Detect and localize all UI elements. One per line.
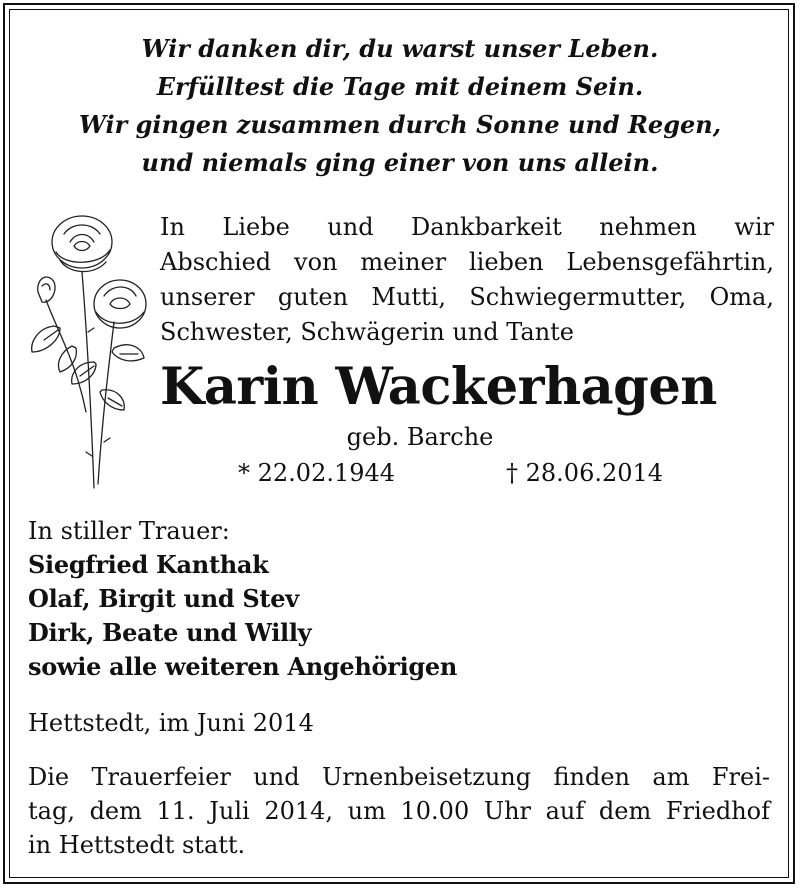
funeral-line: Die Trauerfeier und Urnenbeisetzung finden am Frei- <box>28 763 770 791</box>
place-date: Hettstedt, im Juni 2014 <box>28 709 314 737</box>
intro-line: Schwester, Schwägerin und Tante <box>160 318 574 346</box>
intro-text <box>160 210 774 350</box>
death-date: † 28.06.2014 <box>506 459 664 487</box>
mourner-name: Siegfried Kanthak <box>28 550 269 579</box>
mourner-name: sowie alle weiteren Angehörigen <box>28 652 457 681</box>
mourner-name: Olaf, Birgit und Stev <box>28 584 299 613</box>
intro-line: Abschied von meiner lieben Lebensgefährtin, <box>160 248 774 276</box>
poem-line: Erfülltest die Tage mit deinem Sein. <box>156 72 644 101</box>
intro-line: unserer guten Mutti, Schwiegermutter, Oma, <box>160 283 774 311</box>
maiden-name: geb. Barche <box>346 423 494 451</box>
funeral-line: tag, dem 11. Juli 2014, um 10.00 Uhr auf dem Friedhof <box>28 797 770 825</box>
poem-line: und niemals ging einer von uns allein. <box>141 148 659 177</box>
funeral-line: in Hettstedt statt. <box>28 831 246 859</box>
birth-date: * 22.02.1944 <box>238 459 396 487</box>
poem <box>0 30 800 182</box>
deceased-name: Karin Wackerhagen <box>160 357 717 417</box>
intro-line: In Liebe und Dankbarkeit nehmen wir <box>160 213 774 241</box>
poem-line: Wir danken dir, du warst unser Leben. <box>141 34 659 63</box>
mourner-name: Dirk, Beate und Willy <box>28 618 312 647</box>
rose-icon <box>24 212 154 492</box>
funeral-notice <box>28 760 770 862</box>
mourners-heading: In stiller Trauer: <box>28 517 230 545</box>
poem-line: Wir gingen zusammen durch Sonne und Regen, <box>78 110 722 139</box>
mourners-block <box>28 514 457 684</box>
